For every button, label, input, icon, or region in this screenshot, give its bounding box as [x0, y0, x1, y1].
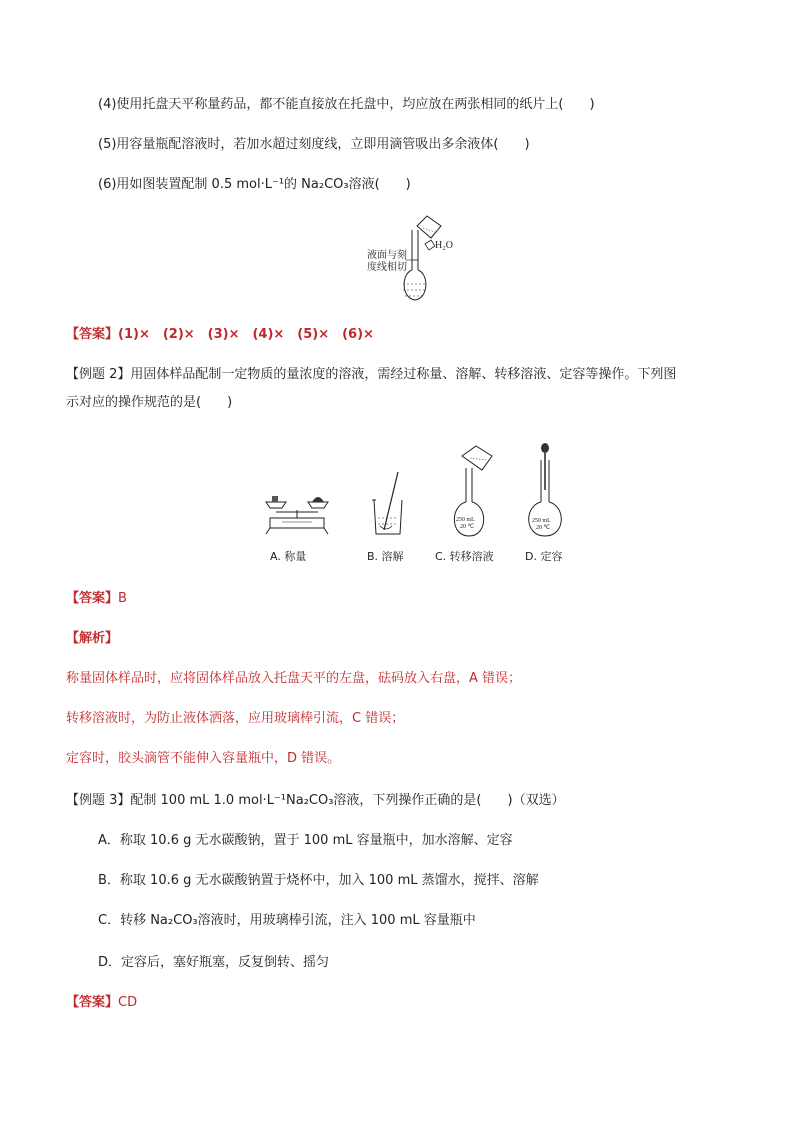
analysis-label: 【解析】 — [66, 631, 119, 646]
caption-d: D. 定容 — [525, 550, 563, 563]
analysis-line-2: 转移溶液时，为防止液体洒落，应用玻璃棒引流，C 错误； — [66, 711, 405, 726]
option-a: A．称取 10.6 g 无水碳酸钠，置于 100 mL 容量瓶中，加水溶解、定容 — [98, 833, 513, 848]
answer-2 — [66, 590, 127, 608]
figure-label-line2: 度线相切 — [367, 262, 407, 273]
analysis-line-1: 称量固体样品时，应将固体样品放入托盘天平的左盘，砝码放入右盘，A 错误； — [66, 671, 522, 686]
answer-label: 【答案】 — [66, 995, 119, 1010]
question-5: (5)用容量瓶配溶液时，若加水超过刻度线，立即用滴管吸出多余液体( ) — [98, 137, 530, 152]
flask-d-temp: 20 ℃ — [536, 525, 551, 531]
caption-c: C. 转移溶液 — [435, 550, 494, 563]
question-6: (6)用如图装置配制 0.5 mol·L⁻¹的 Na₂CO₃溶液( ) — [98, 177, 411, 192]
figure-label-line1: 液面与刻 — [367, 250, 407, 261]
caption-a: A. 称量 — [270, 550, 307, 563]
answer-3 — [66, 994, 137, 1012]
answer-text: CD — [118, 995, 138, 1010]
answer-label: 【答案】 — [66, 591, 119, 606]
flask-c-temp: 20 ℃ — [460, 524, 475, 530]
flask-c-volume: 250 mL — [456, 517, 475, 523]
flask-d-volume: 250 mL — [532, 518, 551, 524]
question-4: (4)使用托盘天平称量药品，都不能直接放在托盘中，均应放在两张相同的纸片上( ) — [98, 97, 595, 112]
option-d: D．定容后，塞好瓶塞，反复倒转、摇匀 — [98, 955, 330, 970]
answer-text: (1)× (2)× (3)× (4)× (5)× (6)× — [118, 327, 374, 342]
analysis-line-3: 定容时，胶头滴管不能伸入容量瓶中，D 错误。 — [66, 751, 341, 766]
dropper-flask-figure — [522, 442, 568, 538]
balance-figure — [262, 490, 332, 536]
caption-b: B. 溶解 — [367, 550, 404, 563]
example-2-line-2: 示对应的操作规范的是( ) — [66, 395, 233, 410]
flask-setup-figure — [365, 212, 465, 304]
option-b: B．称取 10.6 g 无水碳酸钠置于烧杯中，加入 100 mL 蒸馏水，搅拌、溶解 — [98, 873, 539, 888]
water-label: H₂O — [435, 240, 453, 251]
transfer-figure — [446, 444, 500, 538]
answer-text: B — [118, 591, 127, 606]
answer-1 — [66, 326, 374, 344]
example-3-stem: 【例题 3】配制 100 mL 1.0 mol·L⁻¹Na₂CO₃溶液，下列操作正确的是( )（双选） — [66, 793, 565, 808]
option-c: C．转移 Na₂CO₃溶液时，用玻璃棒引流，注入 100 mL 容量瓶中 — [98, 913, 476, 928]
example-2-line-1: 【例题 2】用固体样品配制一定物质的量浓度的溶液，需经过称量、溶解、转移溶液、定容等操作。下列图 — [66, 367, 677, 382]
answer-label: 【答案】 — [66, 327, 119, 342]
beaker-figure — [370, 470, 406, 536]
